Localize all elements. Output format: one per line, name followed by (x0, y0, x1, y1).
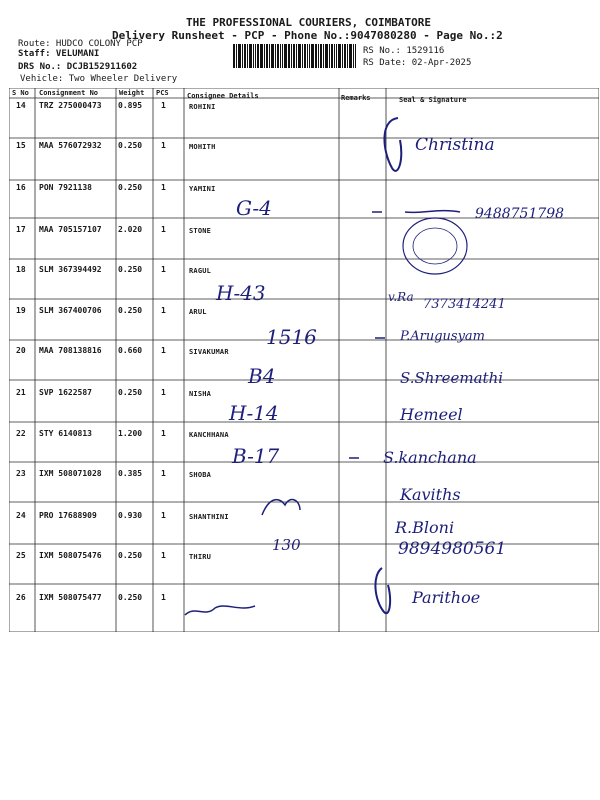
row-pcs: 1 (161, 225, 166, 234)
handwriting-code-18: H-43 (216, 281, 266, 305)
col-header-consignee: Consignee Details (187, 92, 259, 100)
row-pcs: 1 (161, 101, 166, 110)
row-sno: 23 (16, 469, 26, 478)
signature-16 (405, 211, 460, 213)
row-weight: 2.020 (118, 225, 143, 234)
row-consignment-no: MAA 576072932 (39, 141, 102, 150)
handwriting-code-21: H-14 (229, 401, 279, 425)
row-sno: 18 (16, 265, 26, 274)
rs-date: RS Date: 02-Apr-2025 (363, 58, 472, 68)
signature-18: v.Ra (388, 290, 414, 304)
signature-21: Hemeel (400, 405, 463, 424)
row-consignment-no: IXM 508075477 (39, 593, 102, 602)
row-consignee: KANCHHANA (189, 431, 229, 439)
row-consignment-no: SLM 367394492 (39, 265, 102, 274)
row-pcs: 1 (161, 593, 166, 602)
signature-23: Kaviths (400, 485, 461, 504)
row-weight: 0.250 (118, 388, 143, 397)
row-pcs: 1 (161, 469, 166, 478)
row-consignment-no: PRO 17688909 (39, 511, 97, 520)
handwriting-code-22: B-17 (232, 444, 280, 468)
row-sno: 14 (16, 101, 26, 110)
row-consignee: SHANTHINI (189, 513, 229, 521)
row-pcs: 1 (161, 141, 166, 150)
signature-26 (185, 606, 255, 615)
row-pcs: 1 (161, 511, 166, 520)
row-weight: 0.385 (118, 469, 143, 478)
row-consignment-no: STY 6140813 (39, 429, 92, 438)
phone-24: 9894980561 (398, 539, 507, 559)
row-consignee: SIVAKUMAR (189, 348, 229, 356)
row-weight: 0.250 (118, 265, 143, 274)
handwriting-code-16: G-4 (236, 196, 272, 220)
row-weight: 1.200 (118, 429, 143, 438)
row-weight: 0.250 (118, 183, 143, 192)
row-consignee: RAGUL (189, 267, 212, 275)
row-pcs: 1 (161, 388, 166, 397)
row-sno: 24 (16, 511, 26, 520)
signature-bracket-25-26 (375, 568, 390, 613)
signature-19: P.Arugusyam (400, 329, 486, 344)
row-pcs: 1 (161, 429, 166, 438)
vehicle-label: Vehicle: Two Wheeler Delivery (20, 74, 178, 84)
row-consignment-no: IXM 508075476 (39, 551, 102, 560)
row-consignment-no: PON 7921138 (39, 183, 92, 192)
handwriting-code-25: 130 (272, 536, 301, 554)
phone-18: 7373414241 (423, 297, 506, 312)
route-label: Route: HUDCO COLONY PCP (18, 39, 143, 49)
row-pcs: 1 (161, 551, 166, 560)
signature-25: Parithoe (412, 588, 481, 607)
signature-christina: Christina (415, 135, 495, 155)
row-sno: 25 (16, 551, 26, 560)
row-sno: 20 (16, 346, 26, 355)
row-consignment-no: IXM 508071028 (39, 469, 102, 478)
col-header-remarks: Remarks (341, 94, 371, 102)
row-consignee: ARUL (189, 308, 207, 316)
col-header-sno: S No (12, 89, 29, 97)
row-sno: 22 (16, 429, 26, 438)
row-weight: 0.250 (118, 551, 143, 560)
row-weight: 0.930 (118, 511, 143, 520)
row-sno: 21 (16, 388, 26, 397)
signature-shoba (262, 500, 300, 515)
row-weight: 0.895 (118, 101, 143, 110)
signature-bracket-14-15 (384, 118, 401, 171)
handwriting-code-20: B4 (248, 364, 276, 388)
row-sno: 15 (16, 141, 26, 150)
row-pcs: 1 (161, 265, 166, 274)
signature-24: R.Bloni (395, 518, 455, 537)
row-weight: 0.660 (118, 346, 143, 355)
row-pcs: 1 (161, 183, 166, 192)
company-title: THE PROFESSIONAL COURIERS, COIMBATORE (186, 16, 432, 29)
row-consignment-no: MAA 708138816 (39, 346, 102, 355)
runsheet-heading: Delivery Runsheet - PCP - Phone No.:9047080280 - Page No.:2 (112, 29, 503, 42)
row-consignee: ROHINI (189, 103, 216, 111)
row-sno: 17 (16, 225, 26, 234)
row-sno: 19 (16, 306, 26, 315)
phone-16: 9488751798 (475, 206, 565, 222)
row-consignee: MOHITH (189, 143, 216, 151)
row-pcs: 1 (161, 306, 166, 315)
col-header-pcs: PCS (156, 89, 169, 97)
col-header-weight: Weight (119, 89, 145, 97)
row-consignee: THIRU (189, 553, 212, 561)
handwriting-code-19: 1516 (266, 325, 317, 349)
row-weight: 0.250 (118, 593, 143, 602)
row-consignment-no: SLM 367400706 (39, 306, 102, 315)
rs-number: RS No.: 1529116 (363, 46, 445, 56)
row-consignment-no: TRZ 275000473 (39, 101, 102, 110)
row-weight: 0.250 (118, 306, 143, 315)
row-consignee: STONE (189, 227, 212, 235)
row-consignment-no: SVP 1622587 (39, 388, 92, 397)
row-weight: 0.250 (118, 141, 143, 150)
row-consignee: NISHA (189, 390, 212, 398)
row-consignee: YAMINI (189, 185, 216, 193)
staff-label: Staff: VELUMANI (18, 49, 100, 59)
row-sno: 16 (16, 183, 26, 192)
drs-number: DRS No.: DCJB152911602 (18, 62, 138, 72)
row-sno: 26 (16, 593, 26, 602)
signature-22: S.kanchana (383, 448, 477, 467)
col-header-seal: Seal & Signature (399, 96, 467, 104)
row-consignee: SHOBA (189, 471, 212, 479)
row-consignment-no: MAA 705157107 (39, 225, 102, 234)
row-pcs: 1 (161, 346, 166, 355)
col-header-consignment: Consignment No (39, 89, 99, 97)
signature-20: S.Shreemathi (400, 369, 504, 387)
